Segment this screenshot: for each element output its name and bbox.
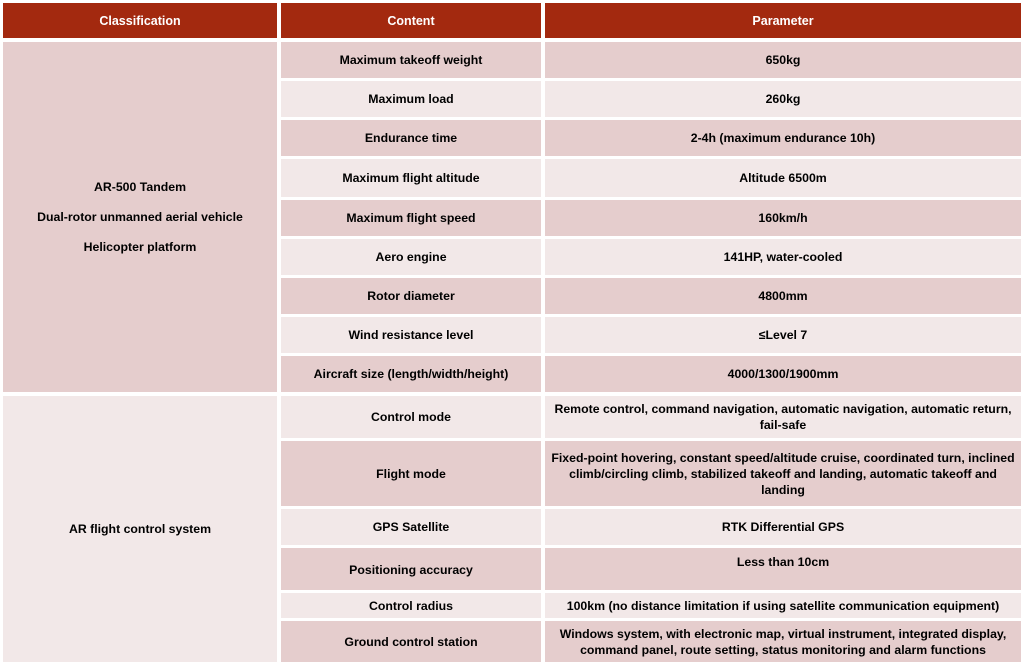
- parameter-cell: RTK Differential GPS: [545, 509, 1021, 545]
- content-cell: Ground control station: [281, 621, 541, 662]
- content-cell: Rotor diameter: [281, 278, 541, 314]
- parameter-cell: Windows system, with electronic map, virtual instrument, integrated display, command panel, route setting, status monitoring and alarm functions: [545, 621, 1021, 662]
- content-cell: Maximum load: [281, 81, 541, 117]
- header-classification: Classification: [3, 3, 277, 38]
- parameter-cell: 650kg: [545, 42, 1021, 78]
- content-cell: Maximum flight altitude: [281, 159, 541, 197]
- parameter-cell: 141HP, water-cooled: [545, 239, 1021, 275]
- content-cell: Aircraft size (length/width/height): [281, 356, 541, 392]
- parameter-cell: Remote control, command navigation, automatic navigation, automatic return, fail-safe: [545, 396, 1021, 438]
- parameter-cell: 100km (no distance limitation if using satellite communication equipment): [545, 593, 1021, 618]
- content-cell: Control mode: [281, 396, 541, 438]
- parameter-cell: Altitude 6500m: [545, 159, 1021, 197]
- content-cell: GPS Satellite: [281, 509, 541, 545]
- parameter-cell: 2-4h (maximum endurance 10h): [545, 120, 1021, 156]
- classification-line: AR-500 Tandem: [93, 180, 187, 194]
- content-cell: Endurance time: [281, 120, 541, 156]
- parameter-cell: 260kg: [545, 81, 1021, 117]
- content-cell: Maximum flight speed: [281, 200, 541, 236]
- parameter-cell: 4800mm: [545, 278, 1021, 314]
- header-content: Content: [281, 3, 541, 38]
- classification-line: Dual-rotor unmanned aerial vehicle: [37, 210, 243, 224]
- parameter-cell: Fixed-point hovering, constant speed/altitude cruise, coordinated turn, inclined climb/circling climb, stabilized takeoff and landing, automatic takeoff and landing: [545, 441, 1021, 506]
- content-cell: Flight mode: [281, 441, 541, 506]
- content-cell: Positioning accuracy: [281, 548, 541, 590]
- parameter-cell: 160km/h: [545, 200, 1021, 236]
- parameter-cell: 4000/1300/1900mm: [545, 356, 1021, 392]
- classification-line: Helicopter platform: [83, 240, 197, 254]
- parameter-cell: ≤Level 7: [545, 317, 1021, 353]
- content-cell: Maximum takeoff weight: [281, 42, 541, 78]
- content-cell: Aero engine: [281, 239, 541, 275]
- header-parameter: Parameter: [545, 3, 1021, 38]
- classification-aircraft: [3, 42, 277, 392]
- parameter-cell: Less than 10cm: [545, 548, 1021, 590]
- classification-flight-control: AR flight control system: [3, 396, 277, 662]
- content-cell: Control radius: [281, 593, 541, 618]
- content-cell: Wind resistance level: [281, 317, 541, 353]
